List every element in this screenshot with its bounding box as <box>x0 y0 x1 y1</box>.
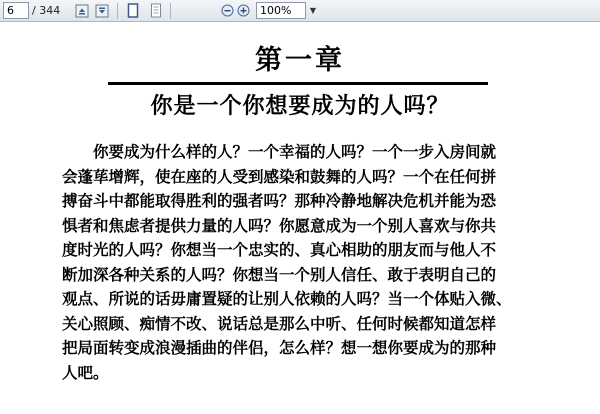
text-line: 人吧。 <box>62 362 109 382</box>
text-line: 搏奋斗中都能取得胜利的强者吗？那种冷静地解决危机并能为恐 <box>62 191 497 210</box>
text-line: 关心照顾、痴情不改、说话总是那么中听、任何时候都知道怎样 <box>62 313 497 333</box>
page-up-icon[interactable] <box>73 2 90 19</box>
title-divider <box>108 82 488 85</box>
page-total-label: / 344 <box>32 4 61 17</box>
text-line: 惧者和焦虑者提供力量的人吗？你愿意成为一个别人喜欢与你共 <box>62 215 497 235</box>
chevron-down-icon[interactable]: ▼ <box>309 6 317 15</box>
page-down-icon[interactable] <box>93 2 110 19</box>
toolbar-separator <box>117 3 118 19</box>
toolbar <box>0 0 600 22</box>
chapter-title: 第一章 <box>255 45 345 76</box>
chapter-subtitle: 你是一个你想要成为的人吗？ <box>150 93 450 119</box>
facing-pages-view-icon[interactable] <box>147 2 164 19</box>
zoom-in-icon[interactable] <box>235 2 252 19</box>
text-line: 断加深各种关系的人吗？你想当一个别人信任、敢于表明自己的 <box>62 264 497 284</box>
toolbar-separator <box>170 3 171 19</box>
text-line: 观点、所说的话毋庸置疑的让别人依赖的人吗？当一个体贴入微、 <box>62 289 512 308</box>
text-line: 会蓬荜增辉，使在座的人受到感染和鼓舞的人吗？一个在任何拼 <box>62 166 497 186</box>
text-line: 你要成为什么样的人？一个幸福的人吗？一个一步入房间就 <box>93 142 497 161</box>
body-paragraph <box>62 140 530 385</box>
single-page-view-icon[interactable] <box>124 2 141 19</box>
text-line: 把局面转变成浪漫插曲的伴侣，怎么样？想一想你要成为的那种 <box>62 338 497 357</box>
document-page <box>0 22 600 414</box>
text-line: 度时光的人吗？你想当一个忠实的、真心相助的朋友而与他人不 <box>62 240 497 259</box>
zoom-out-icon[interactable] <box>219 2 236 19</box>
page-number-input[interactable]: 6 <box>3 2 29 19</box>
zoom-level-input[interactable]: 100% <box>256 2 306 19</box>
